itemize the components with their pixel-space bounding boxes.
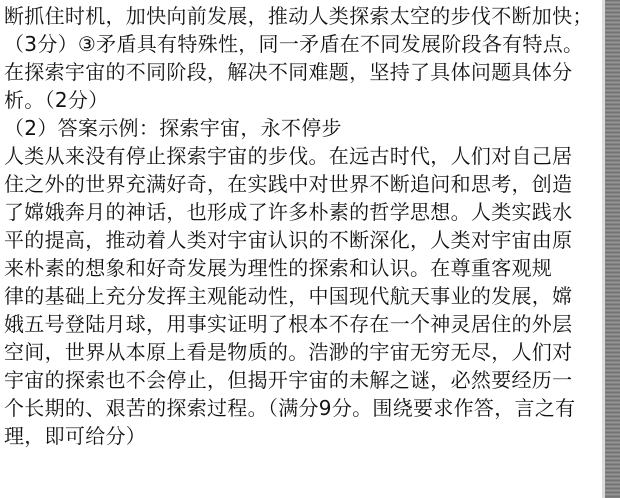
text-line: 断抓住时机，加快向前发展，推动人类探索太空的步伐不断加快； — [4, 4, 593, 28]
text-line: 来朴素的想象和好奇发展为理性的探索和认识。在尊重客观规 — [4, 256, 553, 280]
text-line: 人类从来没有停止探索宇宙的步伐。在远古时代，人们对自己居 — [4, 144, 573, 168]
text-line: 宇宙的探索也不会停止，但揭开宇宙的未解之谜，必然要经历一 — [4, 368, 573, 392]
text-line: 住之外的世界充满好奇，在实践中对世界不断追问和思考，创造 — [4, 172, 573, 196]
text-line: 空间，世界从本原上看是物质的。浩渺的宇宙无穷无尽，人们对 — [4, 340, 573, 364]
text-line: 理，即可给分） — [4, 424, 147, 448]
text-line: 律的基础上充分发挥主观能动性，中国现代航天事业的发展，嫦 — [4, 284, 573, 308]
text-line: 个长期的、艰苦的探索过程。（满分9分。围绕要求作答，言之有 — [4, 396, 576, 420]
scan-edge-strip — [602, 0, 620, 498]
text-line: 在探索宇宙的不同阶段，解决不同难题，坚持了具体问题具体分 — [4, 60, 573, 84]
text-line: 娥五号登陆月球，用事实证明了根本不存在一个神灵居住的外层 — [4, 312, 573, 336]
text-line: 平的提高，推动着人类对宇宙认识的不断深化，人类对宇宙由原 — [4, 228, 573, 252]
answer-text-block — [4, 2, 598, 450]
text-line: 了嫦娥奔月的神话，也形成了许多朴素的哲学思想。人类实践水 — [4, 200, 573, 224]
text-line: 析。（2分） — [4, 88, 109, 112]
section-heading: （2）答案示例：探索宇宙，永不停步 — [4, 116, 342, 140]
text-line: （3分）③矛盾具有特殊性，同一矛盾在不同发展阶段各有特点。 — [4, 32, 584, 56]
